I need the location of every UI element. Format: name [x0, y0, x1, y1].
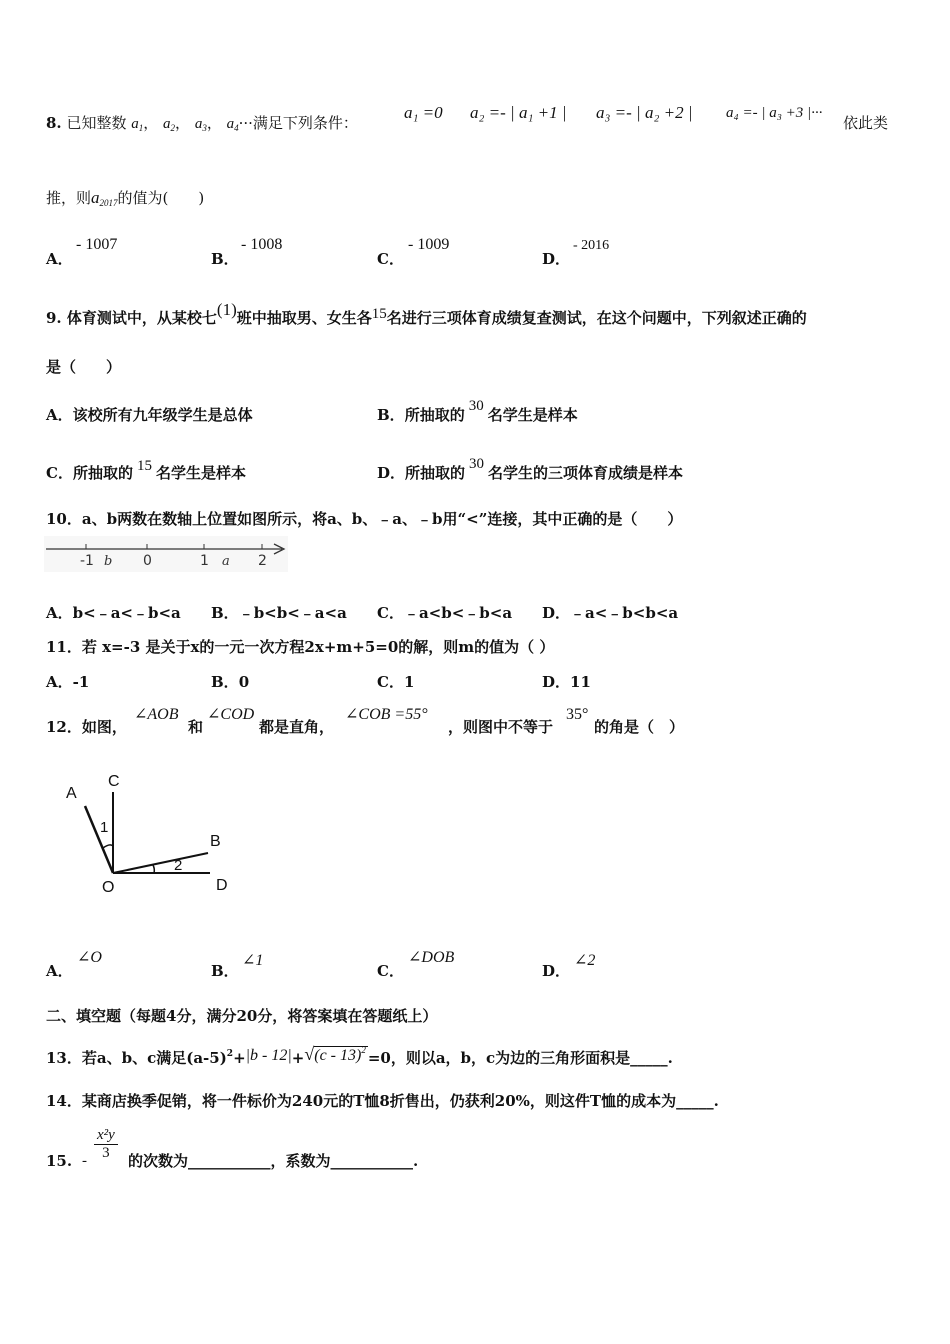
- label-2: 2: [258, 553, 267, 569]
- label-c: C: [108, 773, 120, 790]
- question-text: 已知整数: [66, 114, 127, 132]
- condition-3: a₃ =- | a₂ +2 |: [596, 103, 693, 122]
- q8-option-c-value: - 1009: [408, 236, 450, 253]
- question-text: 体育测试中，从某校七: [66, 309, 217, 327]
- q12-option-b[interactable]: B．: [211, 962, 239, 980]
- question-15-number: 15.: [46, 1152, 73, 1170]
- math-a1: $a_1$: [131, 116, 144, 133]
- label-angle-2: 2: [174, 857, 183, 874]
- class-number: (1): [216, 300, 237, 319]
- q8-option-b-value: - 1008: [241, 236, 283, 253]
- q10-option-d[interactable]: D．﹣a<﹣b<b<a: [542, 604, 679, 622]
- label-o: O: [102, 879, 115, 896]
- question-text: 依此类: [843, 114, 889, 132]
- q8-option-d-value: - 2016: [573, 238, 610, 253]
- ray-ob: [113, 853, 208, 873]
- question-14: [46, 1091, 719, 1111]
- question-text: 某商店换季促销，将一件标价为240元的T恤8折售出，仍获利20%，则这件T恤的成本为_____.: [81, 1092, 719, 1110]
- question-number: 11．: [46, 638, 82, 656]
- sqrt-expression: √(c - 13)$^2$: [304, 1044, 366, 1064]
- q12-option-a[interactable]: A．: [46, 962, 73, 980]
- q11-option-d[interactable]: D．11: [542, 673, 591, 691]
- fraction: [94, 1127, 118, 1162]
- q9-option-c[interactable]: C．所抽取的 15 名学生是样本: [46, 458, 246, 482]
- question-number: 13．: [46, 1049, 82, 1067]
- question-12-text-a: [46, 717, 127, 737]
- label-a: A: [66, 785, 77, 802]
- fraction-numerator: x²y: [94, 1127, 118, 1145]
- q12-option-a-value: ∠O: [77, 949, 102, 966]
- label-b: B: [210, 833, 221, 850]
- q12-option-d[interactable]: D．: [542, 962, 571, 980]
- question-10: [46, 509, 682, 529]
- q9-option-a[interactable]: A．该校所有九年级学生是总体: [46, 406, 253, 424]
- q10-option-a[interactable]: A．b<﹣a<﹣b<a: [46, 604, 181, 622]
- superscript: 2: [226, 1049, 234, 1059]
- q8-option-d[interactable]: D．: [542, 250, 571, 268]
- q12-option-c-value: ∠DOB: [408, 949, 455, 966]
- question-number: 14．: [46, 1092, 82, 1110]
- count-15: 15: [371, 306, 387, 322]
- question-text: 都是直角，: [259, 718, 335, 736]
- question-number: 10．: [46, 510, 82, 528]
- question-number: 12．: [46, 718, 82, 736]
- q12-option-b-value: ∠1: [242, 952, 264, 969]
- label-1: 1: [200, 553, 209, 569]
- question-8-line1: 8. 已知整数 $a_1$， $a_2$， $a_3$， $a_4\cdot\cdot\cdot$满足下列条件：: [46, 114, 358, 133]
- question-15-text: 的次数为___________，系数为___________.: [128, 1152, 419, 1170]
- q11-option-a[interactable]: A．-1: [46, 673, 90, 691]
- angle-35: 35°: [566, 706, 589, 723]
- angle-cod: ∠COD: [207, 706, 255, 723]
- question-text: =0，则以a，b，c为边的三角形面积是_____.: [367, 1049, 673, 1067]
- arc-angle-1: [103, 845, 113, 848]
- question-number: 8.: [46, 114, 62, 132]
- angle-figure: [58, 766, 248, 900]
- question-13: [46, 1043, 673, 1069]
- label-minus-1: -1: [80, 553, 94, 569]
- angle-cob: ∠COB =55°: [345, 706, 428, 723]
- question-text: 若a、b、c满足(a-5): [81, 1049, 227, 1067]
- plus-sign: +: [291, 1049, 305, 1067]
- label-d: D: [216, 877, 228, 894]
- ray-oa: [85, 806, 113, 873]
- q11-option-c[interactable]: C．1: [377, 673, 415, 691]
- question-9-line2: 是（ ）: [46, 358, 122, 376]
- q12-option-c[interactable]: C．: [377, 962, 404, 980]
- question-text: 如图，: [81, 718, 127, 736]
- condition-1: a₁ =0: [404, 103, 443, 122]
- q8-option-c[interactable]: C．: [377, 250, 404, 268]
- abs-expression: |b - 12|: [245, 1047, 292, 1064]
- question-text: 班中抽取男、女生各: [236, 309, 372, 327]
- arc-angle-2: [153, 865, 154, 873]
- question-8-line2: [46, 188, 204, 213]
- q9-option-b[interactable]: B．所抽取的 30 名学生是样本: [377, 398, 578, 424]
- angle-aob: ∠AOB: [134, 706, 179, 723]
- question-11: [46, 637, 554, 657]
- q8-option-a[interactable]: A．: [46, 250, 73, 268]
- q11-option-b[interactable]: B．0: [211, 673, 250, 691]
- question-text: a、b两数在数轴上位置如图所示，将a、b、﹣a、﹣b用“<”连接，其中正确的是（ ）: [81, 510, 683, 528]
- question-text: 若 x=-3 是关于x的一元一次方程2x+m+5=0的解，则m的值为（ ）: [81, 638, 555, 656]
- label-b: b: [104, 554, 113, 569]
- math-a2: $a_2$: [163, 116, 176, 133]
- section-title: 二、填空题（每题4分，满分20分，将答案填在答题纸上）: [46, 1007, 438, 1025]
- q10-option-b[interactable]: B．﹣b<b<﹣a<a: [211, 604, 347, 622]
- q10-option-c[interactable]: C．﹣a<b<﹣b<a: [377, 604, 513, 622]
- ellipsis: ···: [238, 114, 253, 132]
- question-text: 的值为( ): [117, 189, 205, 207]
- q8-option-b[interactable]: B．: [211, 250, 239, 268]
- label-a: a: [222, 554, 230, 569]
- math-a4: $a_4$: [226, 116, 239, 133]
- plus-sign: +: [233, 1049, 246, 1067]
- math-a2017: $a_{2017}$: [91, 188, 118, 208]
- fraction-denominator: 3: [102, 1145, 110, 1161]
- q8-option-a-value: - 1007: [76, 236, 118, 253]
- minus-sign: -: [82, 1153, 87, 1169]
- condition-4: a₄ =- | a₃ +3 |···: [726, 105, 823, 121]
- number-line-figure: [44, 536, 288, 572]
- label-0: 0: [143, 553, 152, 569]
- question-text: 名进行三项体育成绩复查测试，在这个问题中，下列叙述正确的: [386, 309, 807, 327]
- condition-2: a₂ =- | a₁ +1 |: [470, 103, 567, 122]
- q12-option-d-value: ∠2: [574, 952, 596, 969]
- question-text: ，则图中不等于: [448, 718, 554, 736]
- question-9-line1: [46, 300, 807, 329]
- question-number: 9.: [46, 309, 62, 327]
- label-angle-1: 1: [100, 819, 109, 836]
- question-text: 的角是（ ）: [594, 718, 685, 736]
- q9-option-d[interactable]: D．所抽取的 30 名学生的三项体育成绩是样本: [377, 456, 684, 482]
- math-a3: $a_3$: [194, 116, 207, 133]
- question-text: 和: [188, 718, 204, 736]
- question-text: 满足下列条件：: [252, 114, 358, 132]
- question-text: 推，则: [46, 189, 92, 207]
